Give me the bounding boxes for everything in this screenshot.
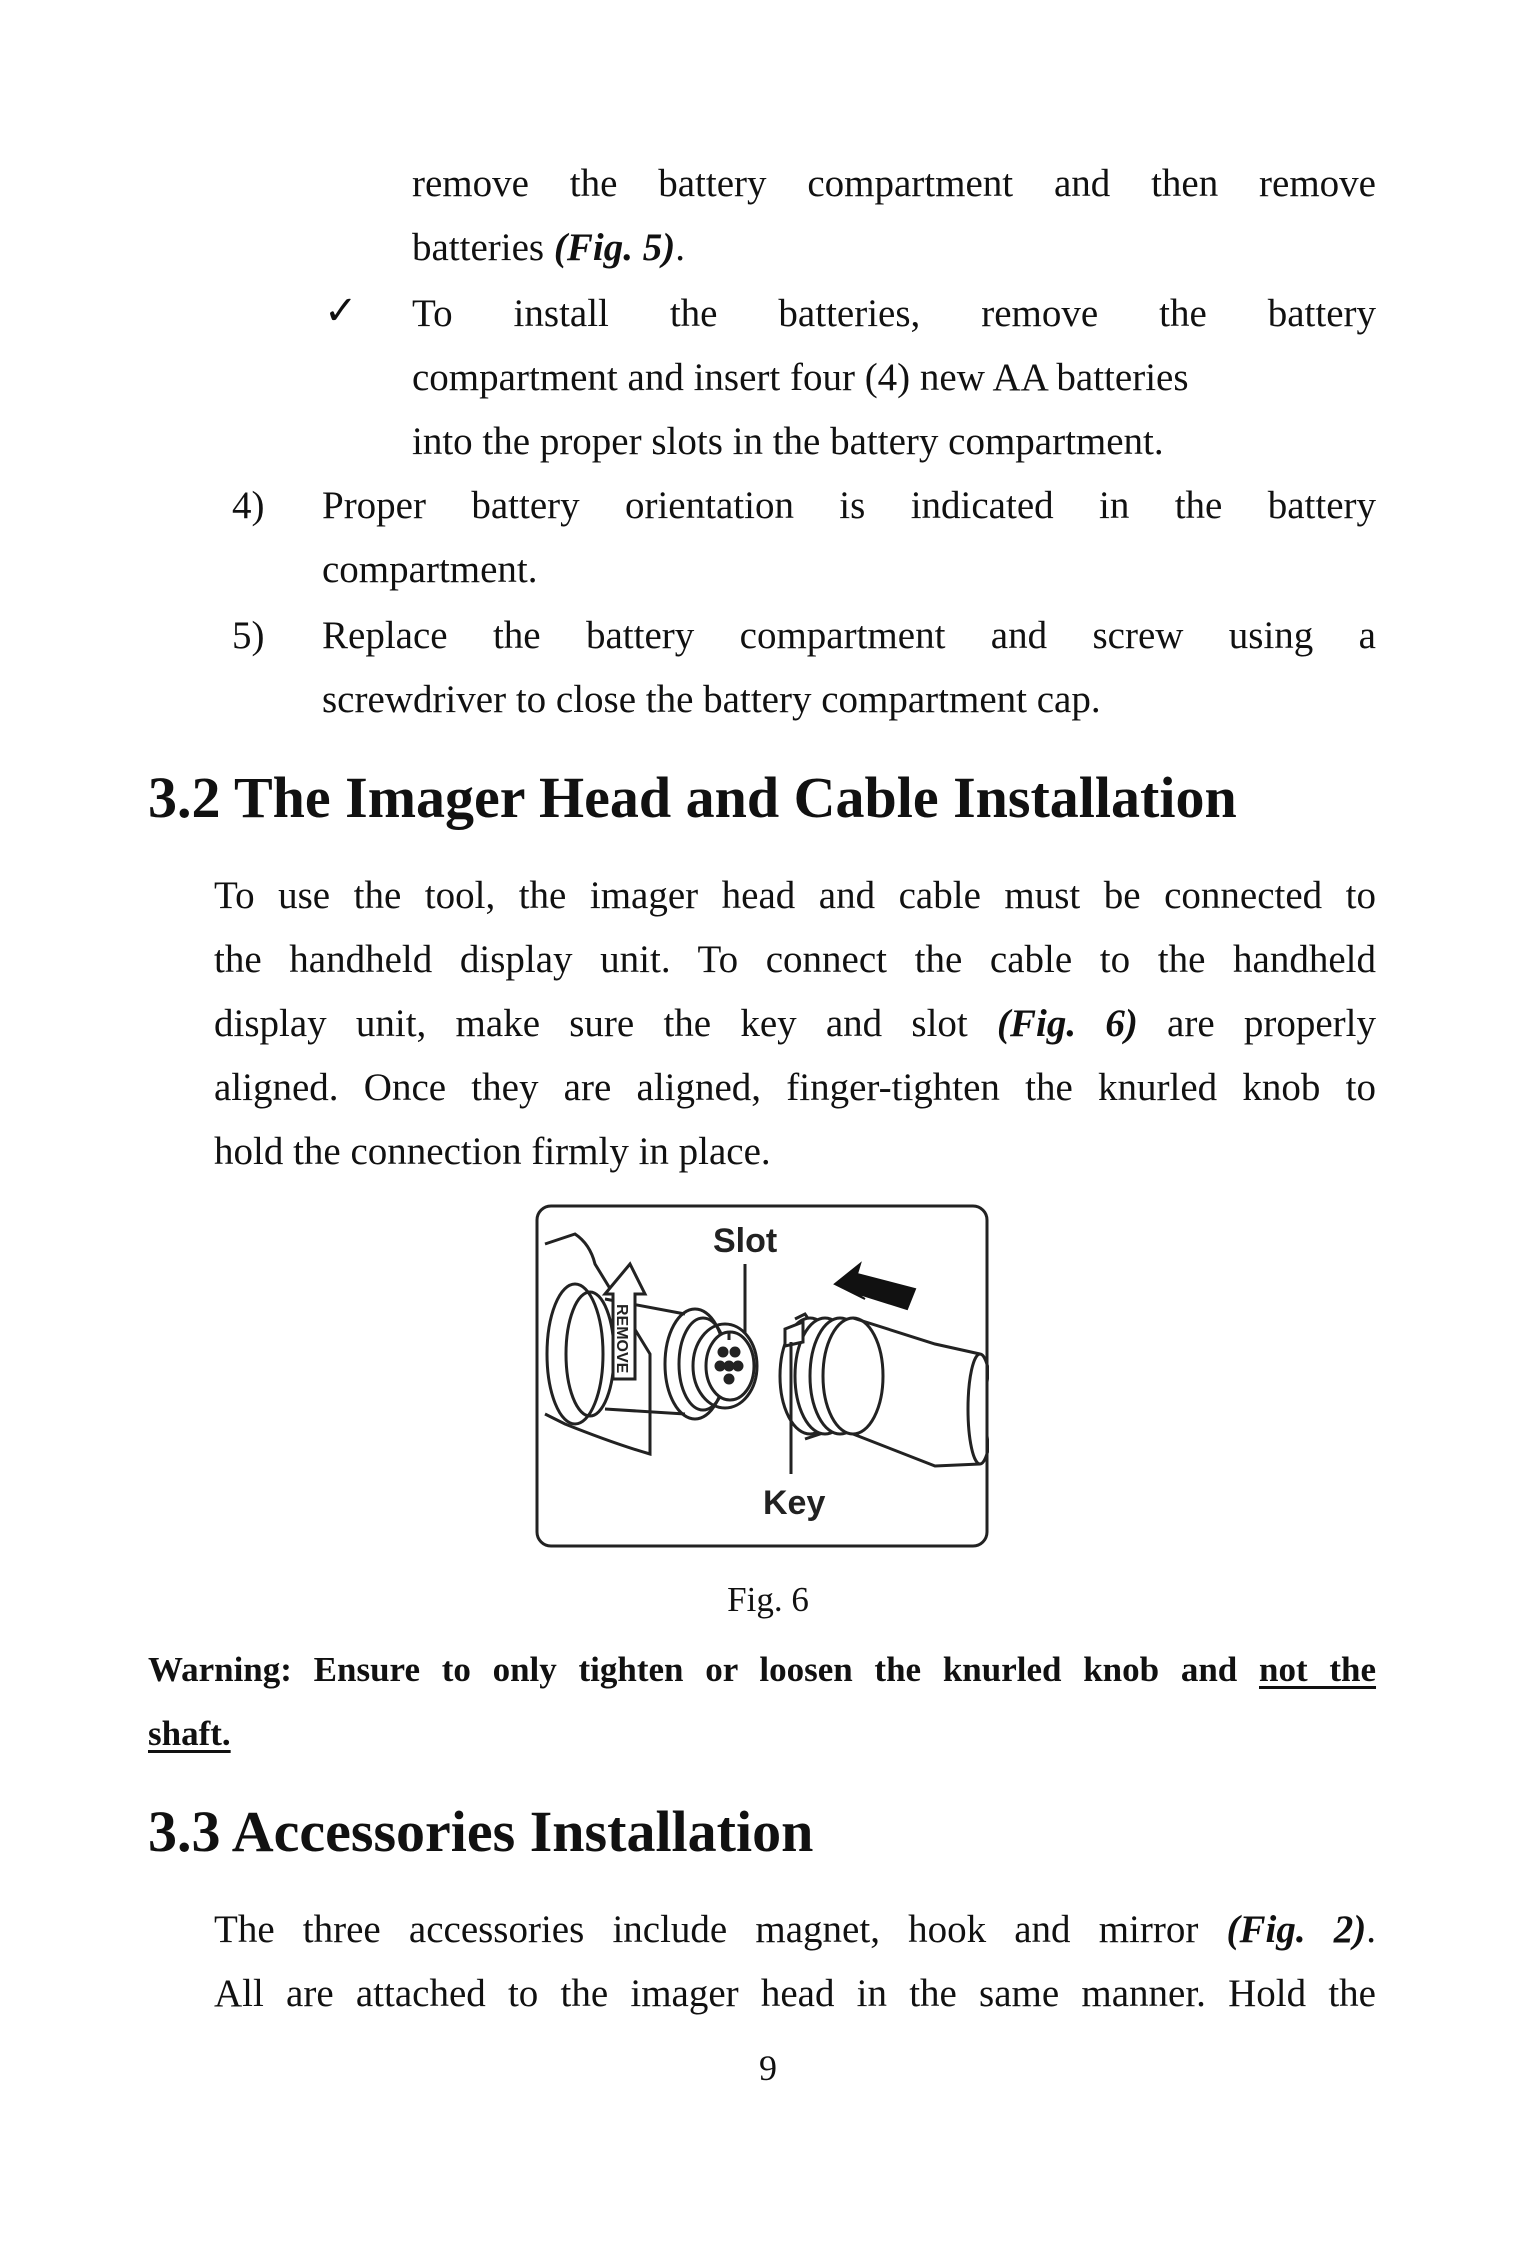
text: aligned. Once they are aligned, finger-tighten the knurled knob to	[214, 1066, 1376, 1109]
text: remove the battery compartment and then remove	[412, 162, 1376, 205]
paragraph-3-3-line-2	[214, 1970, 1376, 2018]
text: Replace the battery compartment and screw using a	[322, 614, 1376, 657]
bullet-line-2	[412, 354, 1189, 402]
text: compartment.	[322, 548, 538, 591]
warning-text: Warning: Ensure to only tighten or loosen the knurled knob and	[148, 1650, 1238, 1689]
text: .	[1366, 1908, 1376, 1951]
warning-emphasis: not the	[1259, 1650, 1377, 1689]
list-number-5: 5)	[232, 614, 265, 657]
paragraph-3-3-line-1	[214, 1906, 1376, 1954]
bullet-continuation-line-1	[412, 160, 1376, 208]
text: display unit, make sure the key and slot	[214, 1002, 968, 1045]
text: screwdriver to close the battery compartment cap.	[322, 678, 1101, 721]
text: All are attached to the imager head in the same manner. Hold the	[214, 1972, 1376, 2015]
warning-line-2	[148, 1712, 231, 1756]
bullet-line-3	[412, 418, 1164, 466]
figure-reference: (Fig. 5)	[553, 226, 676, 269]
text: To install the batteries, remove the battery	[412, 292, 1376, 335]
text: compartment and insert four (4) new AA batteries	[412, 356, 1189, 399]
text: batteries	[412, 226, 545, 269]
text: The three accessories include magnet, hook and mirror	[214, 1908, 1199, 1951]
page-number: 9	[759, 2048, 777, 2088]
paragraph-3-2-line-1	[214, 872, 1376, 920]
paragraph-3-2-line-3	[214, 1000, 1376, 1048]
paragraph-3-2-line-4	[214, 1064, 1376, 1112]
text: the handheld display unit. To connect the cable to the handheld	[214, 938, 1376, 981]
figure-reference: (Fig. 2)	[1226, 1908, 1367, 1951]
list-item-4-line-2	[322, 546, 538, 594]
key-label: Key	[763, 1484, 826, 1522]
text: To use the tool, the imager head and cable must be connected to	[214, 874, 1376, 917]
list-item-5-line-2	[322, 676, 1101, 724]
figure-6-illustration	[535, 1204, 989, 1548]
warning-emphasis: shaft.	[148, 1714, 231, 1753]
warning-line-1	[148, 1648, 1376, 1692]
text: are properly	[1167, 1002, 1377, 1045]
list-item-4-line-1	[322, 482, 1376, 530]
section-heading-3-2: 3.2 The Imager Head and Cable Installation	[148, 765, 1237, 830]
bullet-line-1	[412, 290, 1376, 338]
text: .	[675, 226, 685, 269]
check-mark-icon: ✓	[324, 288, 358, 333]
text: Proper battery orientation is indicated in the battery	[322, 484, 1376, 527]
text: hold the connection firmly in place.	[214, 1130, 771, 1173]
section-heading-3-3: 3.3 Accessories Installation	[148, 1799, 814, 1864]
slot-label: Slot	[713, 1222, 778, 1260]
paragraph-3-2-line-2	[214, 936, 1376, 984]
paragraph-3-2-line-5	[214, 1128, 771, 1176]
list-number-4: 4)	[232, 484, 265, 527]
figure-reference: (Fig. 6)	[997, 1002, 1138, 1045]
text: into the proper slots in the battery compartment.	[412, 420, 1164, 463]
list-item-5-line-1	[322, 612, 1376, 660]
bullet-continuation-line-2	[412, 224, 685, 272]
remove-label: REMOVE	[613, 1304, 630, 1374]
figure-caption: Fig. 6	[727, 1580, 809, 1619]
